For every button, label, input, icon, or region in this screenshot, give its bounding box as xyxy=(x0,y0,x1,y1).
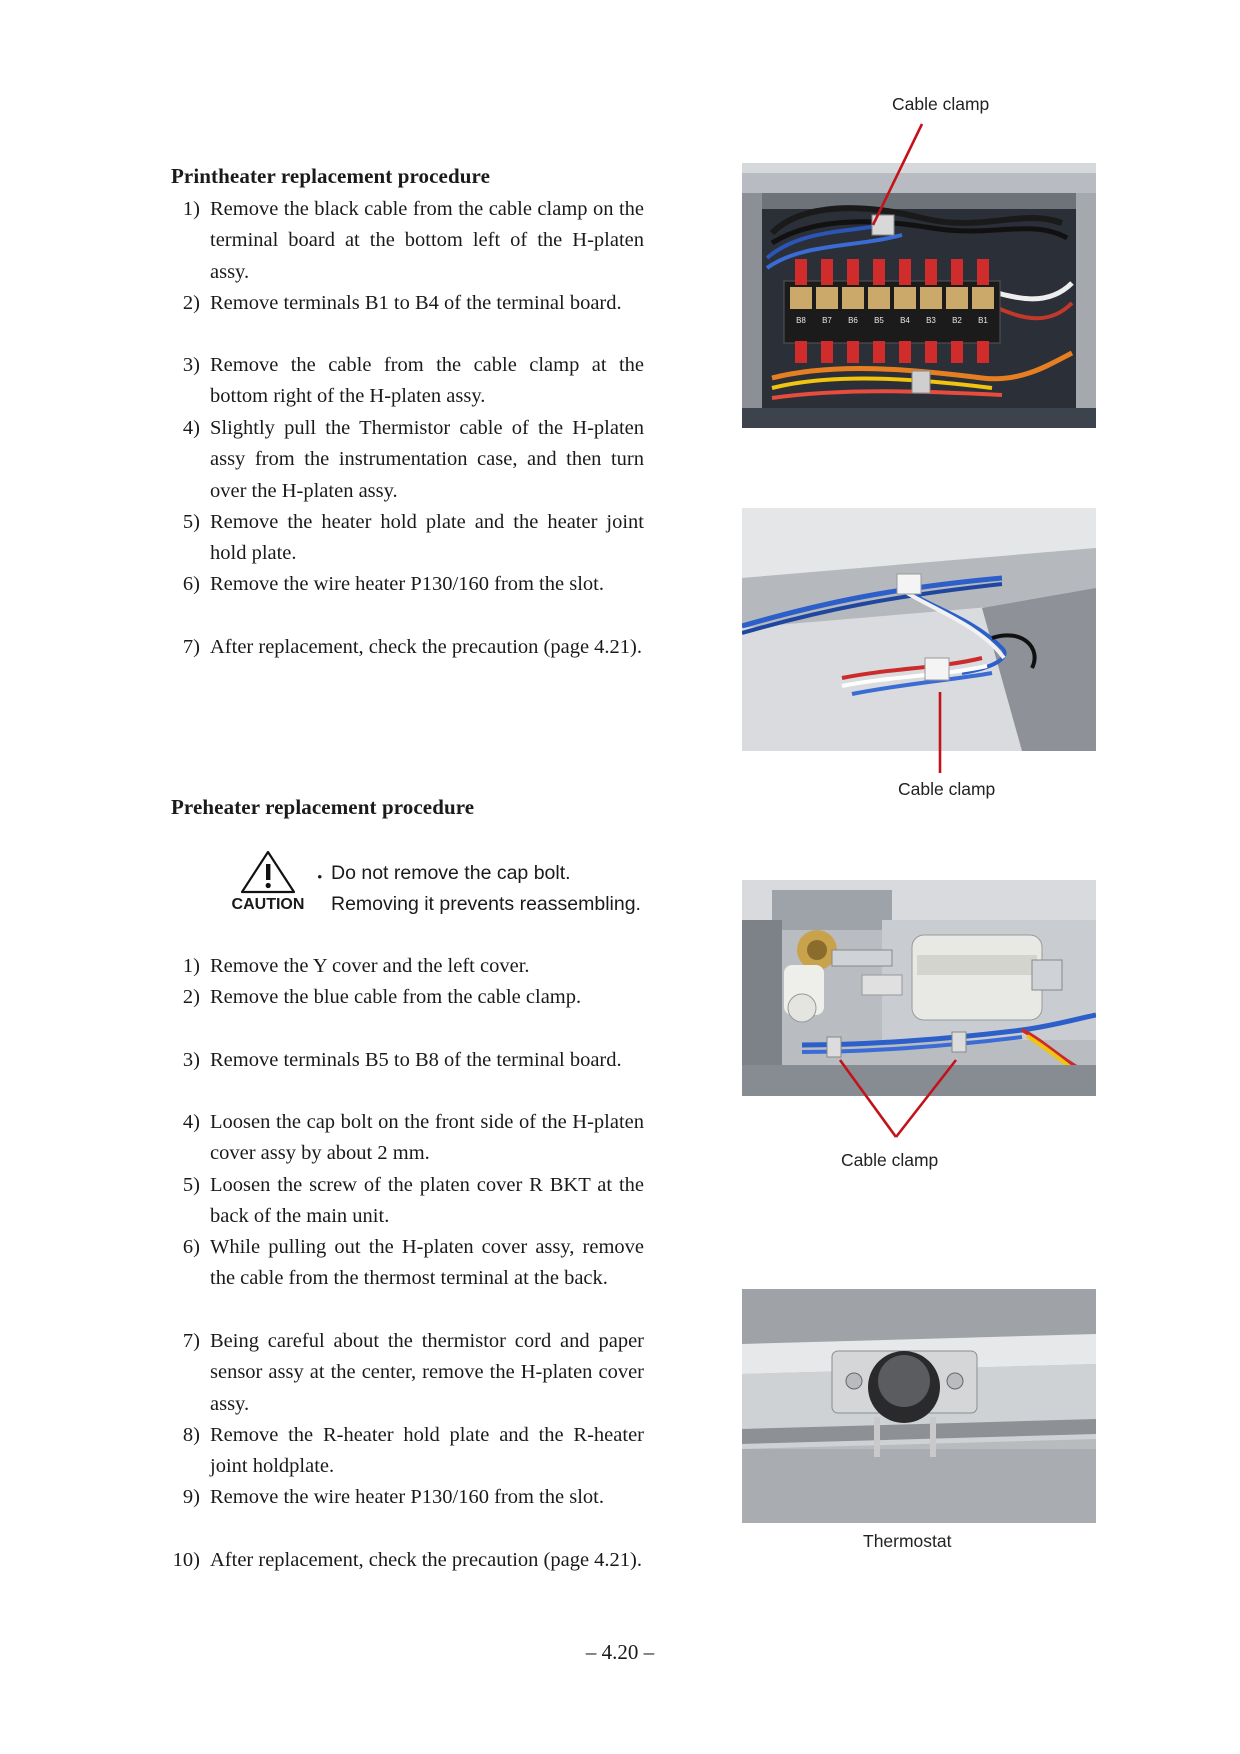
step-number: 5) xyxy=(182,511,200,533)
step-text: Remove the wire heater P130/160 from the slot. xyxy=(210,1486,604,1508)
motor-area-photo xyxy=(742,880,1096,1096)
terminal-board-photo xyxy=(742,163,1096,428)
step-text: Remove the wire heater P130/160 from the slot. xyxy=(210,573,604,595)
preheater-step xyxy=(182,1232,644,1295)
caution-bullet: ・ xyxy=(310,867,330,889)
page-number: – 4.20 – xyxy=(585,1640,655,1664)
printheater-step xyxy=(182,413,644,507)
svg-text:B3: B3 xyxy=(926,316,936,325)
caution-label: CAUTION xyxy=(231,896,305,913)
step-number: 2) xyxy=(182,986,200,1008)
step-text: Being careful about the thermistor cord and paper sensor assy at the center, remove the H-platen cover assy. xyxy=(210,1330,644,1415)
step-number: 6) xyxy=(182,1236,200,1258)
caution-symbol xyxy=(228,848,308,918)
step-number: 1) xyxy=(182,198,200,220)
printheater-step xyxy=(182,632,644,663)
preheater-step xyxy=(182,1045,644,1076)
step-text: After replacement, check the precaution (page 4.21). xyxy=(210,636,642,658)
cable-route-photo xyxy=(742,508,1096,751)
svg-text:B2: B2 xyxy=(952,316,962,325)
step-number: 8) xyxy=(182,1424,200,1446)
photo4-label: Thermostat xyxy=(863,1531,952,1551)
printheater-step xyxy=(182,288,644,319)
preheater-step xyxy=(182,951,644,982)
preheater-step xyxy=(182,1326,644,1420)
preheater-step xyxy=(182,1420,644,1483)
step-number: 1) xyxy=(182,955,200,977)
svg-text:B1: B1 xyxy=(978,316,988,325)
step-text: Remove the black cable from the cable clamp on the terminal board at the bottom left of the H-platen assy. xyxy=(210,198,644,283)
preheater-step xyxy=(182,982,644,1013)
preheater-step xyxy=(172,1545,644,1576)
step-number: 6) xyxy=(182,573,200,595)
step-text: After replacement, check the precaution (page 4.21). xyxy=(210,1549,642,1571)
svg-text:B5: B5 xyxy=(874,316,884,325)
printheater-step xyxy=(182,507,644,570)
step-text: Loosen the cap bolt on the front side of the H-platen cover assy by about 2 mm. xyxy=(210,1111,644,1165)
step-number: 7) xyxy=(182,636,200,658)
step-number: 2) xyxy=(182,292,200,314)
step-number: 4) xyxy=(182,417,200,439)
svg-text:B8: B8 xyxy=(796,316,806,325)
step-text: Loosen the screw of the platen cover R BKT at the back of the main unit. xyxy=(210,1174,644,1228)
printheater-step xyxy=(182,350,644,413)
step-text: Slightly pull the Thermistor cable of the H-platen assy from the instrumentation case, and then turn over the H-platen assy. xyxy=(210,417,644,502)
caution-text-line1: Do not remove the cap bolt. xyxy=(331,862,571,884)
step-text: Remove terminals B5 to B8 of the terminal board. xyxy=(210,1049,622,1071)
photo3-label: Cable clamp xyxy=(841,1150,939,1170)
svg-text:B6: B6 xyxy=(848,316,858,325)
warning-triangle-icon xyxy=(228,848,308,896)
step-text: Remove the heater hold plate and the heater joint hold plate. xyxy=(210,511,644,565)
printheater-heading: Printheater replacement procedure xyxy=(171,164,490,188)
step-text: Remove the R-heater hold plate and the R-heater joint holdplate. xyxy=(210,1424,644,1478)
step-text: Remove the blue cable from the cable clamp. xyxy=(210,986,582,1008)
step-text: Remove the cable from the cable clamp at the bottom right of the H-platen assy. xyxy=(210,354,644,408)
step-text: Remove the Y cover and the left cover. xyxy=(210,955,530,977)
printheater-step xyxy=(182,569,644,600)
step-number: 4) xyxy=(182,1111,200,1133)
preheater-step xyxy=(182,1170,644,1233)
step-number: 10) xyxy=(172,1549,200,1571)
photo1-label: Cable clamp xyxy=(892,94,990,114)
printheater-step xyxy=(182,194,644,288)
step-number: 3) xyxy=(182,1049,200,1071)
step-number: 5) xyxy=(182,1174,200,1196)
preheater-step xyxy=(182,1107,644,1170)
svg-text:B7: B7 xyxy=(822,316,832,325)
caution-text-line2: Removing it prevents reassembling. xyxy=(331,893,641,915)
step-number: 3) xyxy=(182,354,200,376)
step-text: While pulling out the H-platen cover assy, remove the cable from the thermost terminal at the back. xyxy=(210,1236,644,1290)
step-text: Remove terminals B1 to B4 of the terminal board. xyxy=(210,292,622,314)
photo2-label: Cable clamp xyxy=(898,779,996,799)
thermostat-photo xyxy=(742,1289,1096,1523)
step-number: 7) xyxy=(182,1330,200,1352)
preheater-heading: Preheater replacement procedure xyxy=(171,795,475,819)
preheater-step xyxy=(182,1482,644,1513)
svg-text:B4: B4 xyxy=(900,316,910,325)
step-number: 9) xyxy=(182,1486,200,1508)
